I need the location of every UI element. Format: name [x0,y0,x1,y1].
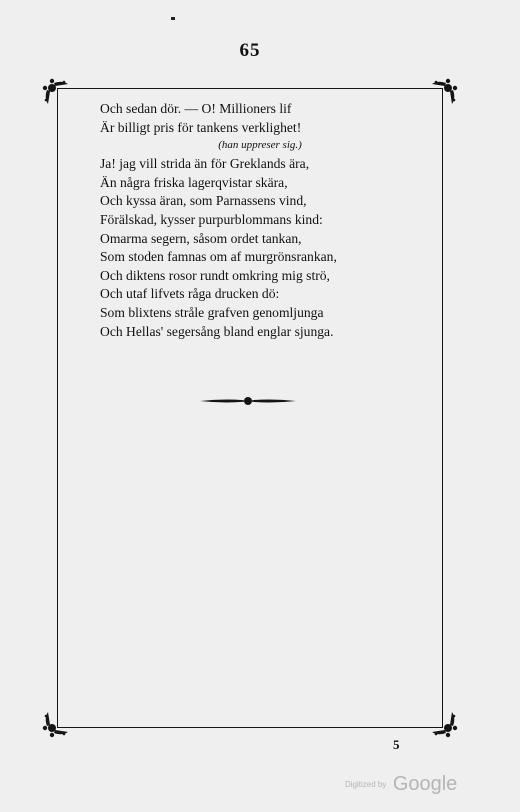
corner-ornament-icon [42,78,72,108]
poem-line: Omarma segern, såsom ordet tankan, [100,230,302,246]
poem-line: Som blixtens stråle grafven genomljunga [100,304,324,320]
poem-line: Och sedan dör. — O! Millioners lif [100,101,292,116]
watermark-prefix: Digitized by [345,780,387,789]
corner-ornament-icon [428,78,458,108]
poem-line: Och Hellas' segersång bland englar sjunga. [100,323,334,339]
stage-direction: (han uppreser sig.) [218,139,302,152]
ornamental-divider-icon [198,395,298,407]
poem-line: Än några friska lagerqvistar skära, [100,174,288,190]
poem-line: Och kyssa äran, som Parnassens vind, [100,193,307,209]
corner-ornament-icon [428,708,458,738]
poem-line: Och utaf lifvets råga drucken dö: [100,286,280,302]
digitized-by-watermark [345,773,457,796]
poem-line: Som stoden famnas om af murgrönsrankan, [100,249,337,265]
signature-mark: 5 [393,737,400,752]
poem-text [100,100,400,341]
poem-line: Är billigt pris för tankens verklighet! [100,119,302,135]
page-number: 65 [239,40,261,61]
watermark-brand: Google [392,773,458,795]
poem-line: Förälskad, kysser purpurblommans kind: [100,211,323,227]
corner-ornament-icon [42,708,72,738]
poem-line: Och diktens rosor rundt omkring mig strö, [100,267,330,283]
poem-line: Ja! jag vill strida än för Greklands ära, [100,156,310,172]
ink-speck [171,17,175,20]
